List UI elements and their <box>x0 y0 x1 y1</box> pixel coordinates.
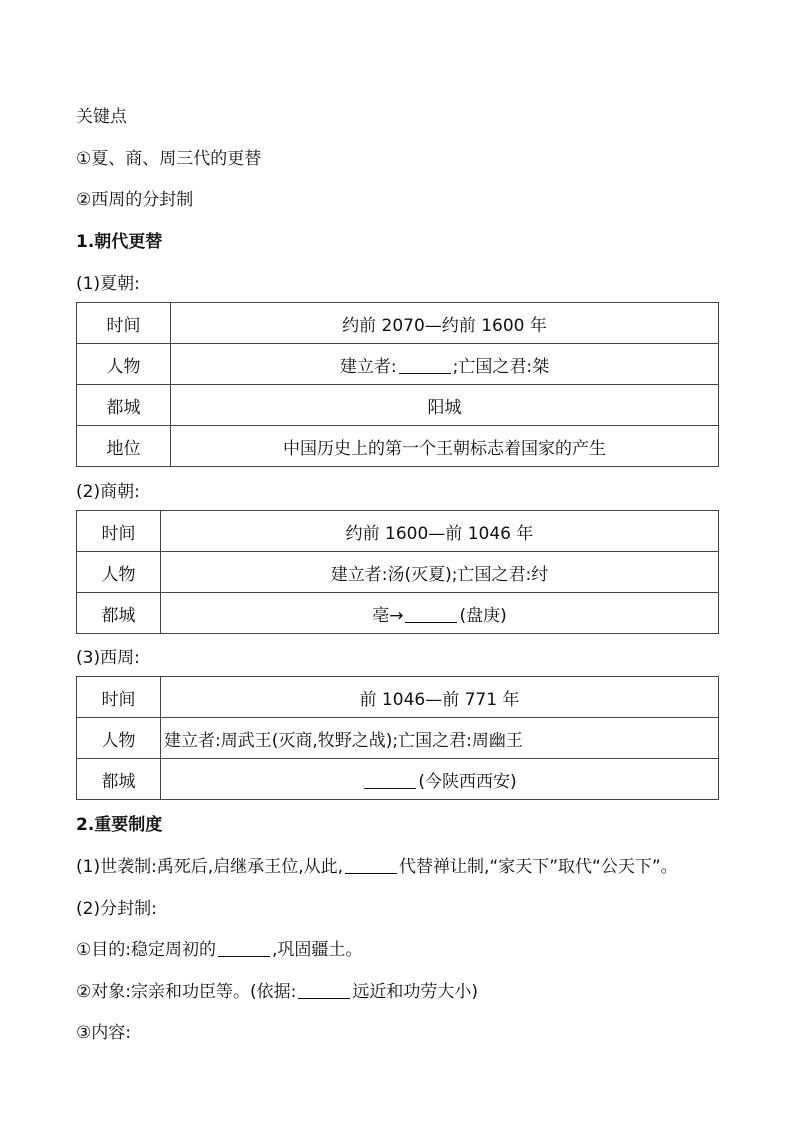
fill-blank[interactable] <box>399 357 451 374</box>
fill-blank[interactable] <box>345 857 397 874</box>
row-key: 地位 <box>77 426 171 467</box>
section-1-title: 1.朝代更替 <box>76 232 163 252</box>
xia-label: (1)夏朝: <box>76 274 140 294</box>
shang-table <box>76 510 719 634</box>
table-row <box>77 385 719 426</box>
row-key: 人物 <box>77 552 161 593</box>
hereditary-system-line: (1)世袭制:禹死后,启继承王位,从此, 代替禅让制,“家天下”取代“公天下”。 <box>76 857 678 877</box>
row-value: 阳城 <box>171 385 719 426</box>
shang-label: (2)商朝: <box>76 482 140 502</box>
table-row <box>77 303 719 344</box>
row-value: 中国历史上的第一个王朝标志着国家的产生 <box>171 426 719 467</box>
row-value: 约前 2070—约前 1600 年 <box>171 303 719 344</box>
row-value: 建立者: ;亡国之君:桀 <box>171 344 719 385</box>
purpose-line: ①目的:稳定周初的 ,巩固疆土。 <box>76 940 363 960</box>
table-row <box>77 344 719 385</box>
fill-blank[interactable] <box>364 772 416 789</box>
row-key: 都城 <box>77 593 161 634</box>
row-value: 建立者:周武王(灭商,牧野之战);亡国之君:周幽王 <box>161 718 719 759</box>
row-value: (今陕西西安) <box>161 759 719 800</box>
fill-blank[interactable] <box>405 606 457 623</box>
row-key: 都城 <box>77 385 171 426</box>
table-row <box>77 718 719 759</box>
table-row <box>77 593 719 634</box>
section-2-title: 2.重要制度 <box>76 815 163 835</box>
zhou-label: (3)西周: <box>76 648 140 668</box>
row-key: 时间 <box>77 511 161 552</box>
table-row <box>77 759 719 800</box>
table-row <box>77 511 719 552</box>
zhou-table <box>76 676 719 800</box>
row-value: 前 1046—前 771 年 <box>161 677 719 718</box>
xia-table <box>76 302 719 467</box>
row-key: 人物 <box>77 344 171 385</box>
table-row <box>77 677 719 718</box>
row-value: 建立者:汤(灭夏);亡国之君:纣 <box>161 552 719 593</box>
key-points-title: 关键点 <box>76 107 127 127</box>
table-row <box>77 426 719 467</box>
fill-blank[interactable] <box>298 982 350 999</box>
key-point-1: ①夏、商、周三代的更替 <box>76 149 262 169</box>
fief-system-line: (2)分封制: <box>76 899 157 919</box>
object-line: ②对象:宗亲和功臣等。(依据: 远近和功劳大小) <box>76 982 478 1002</box>
fill-blank[interactable] <box>218 940 270 957</box>
table-row <box>77 552 719 593</box>
row-key: 都城 <box>77 759 161 800</box>
row-value: 约前 1600—前 1046 年 <box>161 511 719 552</box>
row-value: 亳→ (盘庚) <box>161 593 719 634</box>
row-key: 时间 <box>77 677 161 718</box>
row-key: 时间 <box>77 303 171 344</box>
key-point-2: ②西周的分封制 <box>76 190 194 210</box>
row-key: 人物 <box>77 718 161 759</box>
content-line: ③内容: <box>76 1023 131 1043</box>
